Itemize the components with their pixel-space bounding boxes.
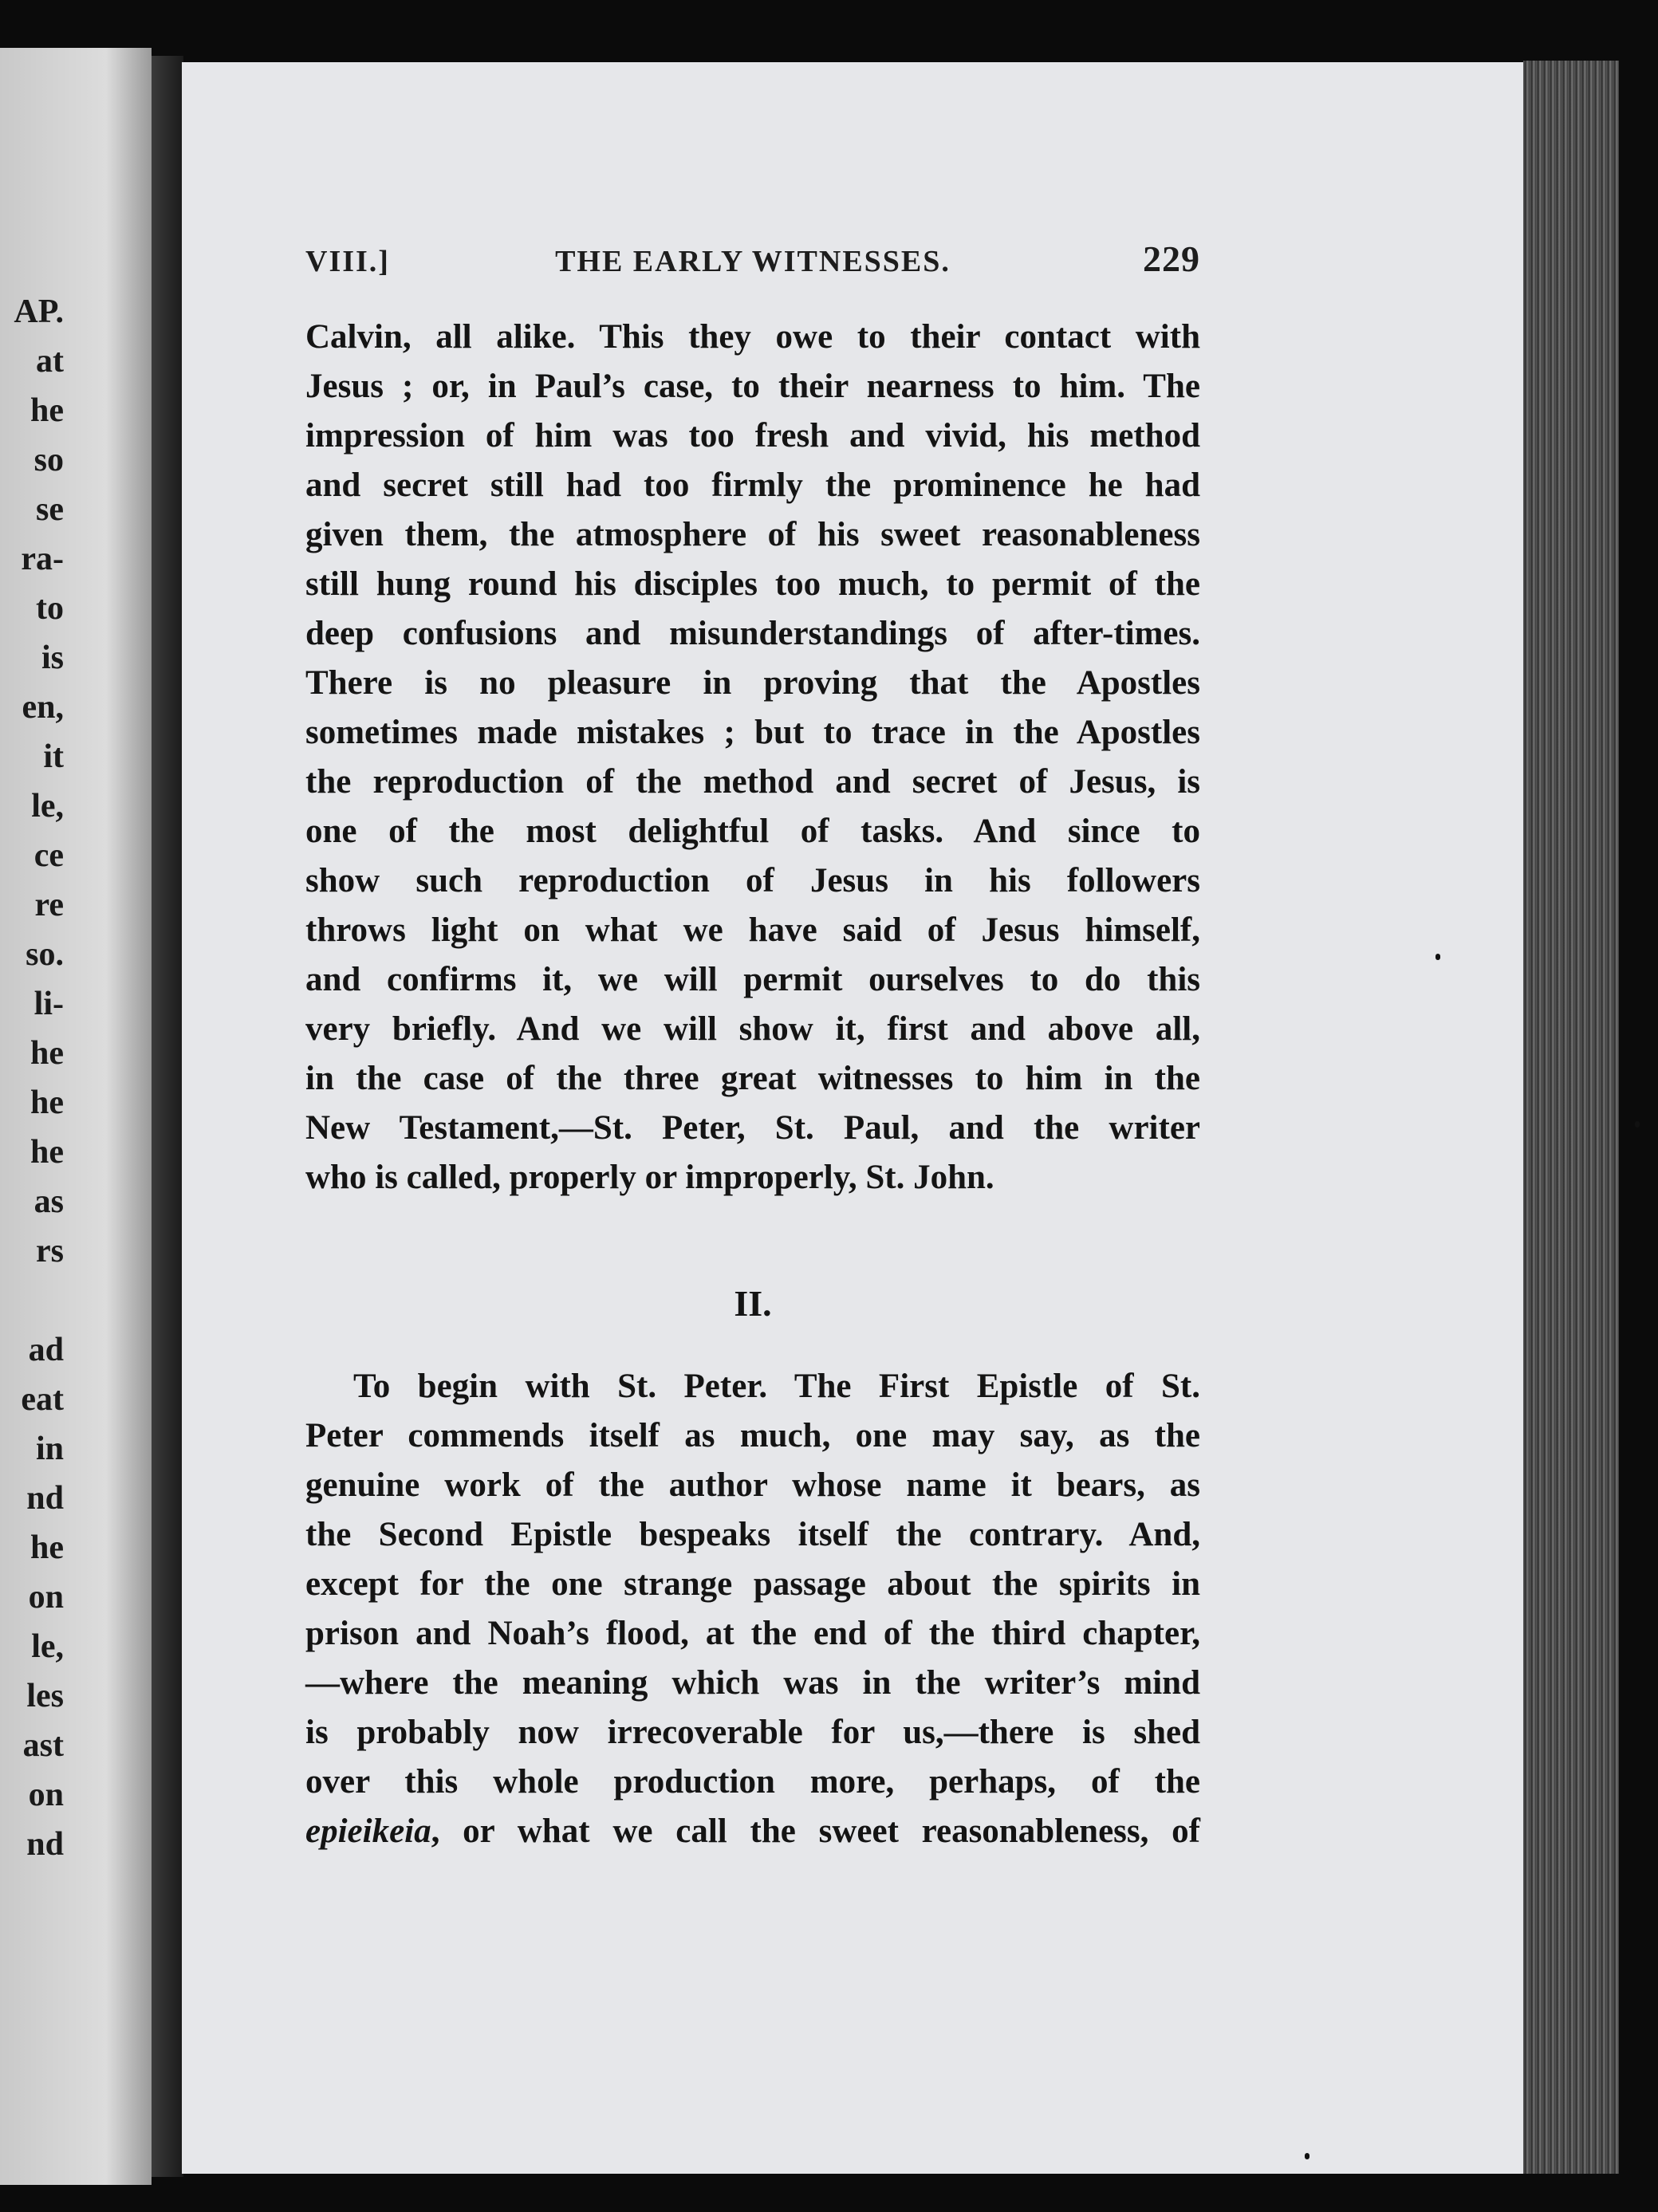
- left-page-fragment: ast: [22, 1727, 64, 1764]
- left-page-fragment: he: [30, 1035, 64, 1072]
- left-page-fragment: nd: [26, 1480, 64, 1517]
- text-line: sometimes made mistakes ; but to trace in the Apostles: [305, 714, 1200, 751]
- left-page-fragment: to: [36, 590, 64, 627]
- text-line: in the case of the three great witnesses to him in the: [305, 1060, 1200, 1097]
- speck: [1435, 954, 1440, 960]
- left-page-fragment: ra-: [21, 541, 64, 577]
- left-page-fragment: he: [30, 392, 64, 429]
- paragraph-1: [305, 313, 1200, 1202]
- left-page-fragment: li-: [33, 986, 64, 1022]
- left-page-fragment: on: [28, 1777, 64, 1813]
- text-line: New Testament,—St. Peter, St. Paul, and the writer: [305, 1109, 1200, 1147]
- text-line: prison and Noah’s flood, at the end of the third chapter,: [305, 1615, 1200, 1652]
- text-line: genuine work of the author whose name it bears, as: [305, 1466, 1200, 1504]
- left-page-fragment: so: [33, 442, 64, 478]
- running-head: [305, 238, 1200, 285]
- left-page-fragment: he: [30, 1084, 64, 1121]
- left-page-fragment: on: [28, 1579, 64, 1616]
- text-line: Jesus ; or, in Paul’s case, to their nearness to him. The: [305, 368, 1200, 405]
- text-line: There is no pleasure in proving that the Apostles: [305, 664, 1200, 702]
- left-page-fragment: is: [41, 640, 64, 676]
- book-gutter: [152, 56, 183, 2177]
- text-line: impression of him was too fresh and vivid, his method: [305, 417, 1200, 455]
- text-line: given them, the atmosphere of his sweet reasonableness: [305, 516, 1200, 553]
- left-page-edge: [0, 48, 152, 2185]
- left-page-fragment: [0, 1276, 64, 1325]
- text-line: very briefly. And we will show it, first and above all,: [305, 1010, 1200, 1048]
- text-line: To begin with St. Peter. The First Epistle of St.: [353, 1368, 1200, 1405]
- running-title: THE EARLY WITNESSES.: [555, 245, 951, 278]
- left-page-fragments: [0, 287, 64, 1869]
- text-line: is probably now irrecoverable for us,—there is shed: [305, 1714, 1200, 1751]
- page-fore-edge: [1523, 61, 1619, 2174]
- left-page-fragment: ce: [33, 837, 64, 874]
- left-page-fragment: he: [30, 1529, 64, 1566]
- left-page-fragment: in: [35, 1431, 64, 1467]
- speck: [1635, 1121, 1640, 1128]
- text-line: throws light on what we have said of Jesus himself,: [305, 911, 1200, 949]
- left-page-fragment: at: [36, 343, 64, 380]
- left-page-fragment: it: [43, 738, 64, 775]
- speck: [1305, 2153, 1309, 2159]
- left-page-fragment: ad: [28, 1332, 64, 1368]
- text-line: and secret still had too firmly the prominence he had: [305, 466, 1200, 504]
- left-page-fragment: rs: [36, 1233, 64, 1269]
- left-page-fragment: nd: [26, 1826, 64, 1863]
- text-line: Peter commends itself as much, one may say, as the: [305, 1417, 1200, 1454]
- left-page-fragment: le,: [31, 788, 64, 825]
- left-page-fragment: he: [30, 1134, 64, 1171]
- text-line: deep confusions and misunderstandings of after-times.: [305, 615, 1200, 652]
- text-line: —where the meaning which was in the writer’s mind: [305, 1664, 1200, 1702]
- text-line: show such reproduction of Jesus in his followers: [305, 862, 1200, 899]
- text-line: except for the one strange passage about the spirits in: [305, 1565, 1200, 1603]
- left-page-fragment: re: [34, 887, 64, 923]
- left-page-fragment: en,: [22, 689, 64, 726]
- left-page-fragment: les: [26, 1678, 64, 1714]
- text-line: over this whole production more, perhaps, of the: [305, 1763, 1200, 1801]
- section-number: II.: [734, 1283, 772, 1324]
- text-line: the Second Epistle bespeaks itself the contrary. And,: [305, 1516, 1200, 1553]
- left-page-fragment: so.: [26, 936, 64, 973]
- text-line: who is called, properly or improperly, St. John.: [305, 1159, 994, 1196]
- text-line: epieikeia, or what we call the sweet reasonableness, of: [305, 1813, 1200, 1850]
- left-page-fragment: le,: [31, 1628, 64, 1665]
- left-page-fragment: as: [33, 1183, 64, 1220]
- text-line: the reproduction of the method and secret of Jesus, is: [305, 763, 1200, 801]
- text-line: still hung round his disciples too much, to permit of the: [305, 565, 1200, 603]
- page-number: 229: [1143, 238, 1200, 279]
- left-page-fragment: eat: [21, 1381, 64, 1418]
- text-line: and confirms it, we will permit ourselves to do this: [305, 961, 1200, 998]
- chapter-label: VIII.]: [305, 245, 390, 278]
- left-page-fragment: se: [36, 491, 64, 528]
- text-line: Calvin, all alike. This they owe to their contact with: [305, 318, 1200, 356]
- paragraph-2: [305, 1362, 1200, 1856]
- left-page-fragment: AP.: [14, 293, 64, 330]
- text-line: one of the most delightful of tasks. And since to: [305, 813, 1200, 850]
